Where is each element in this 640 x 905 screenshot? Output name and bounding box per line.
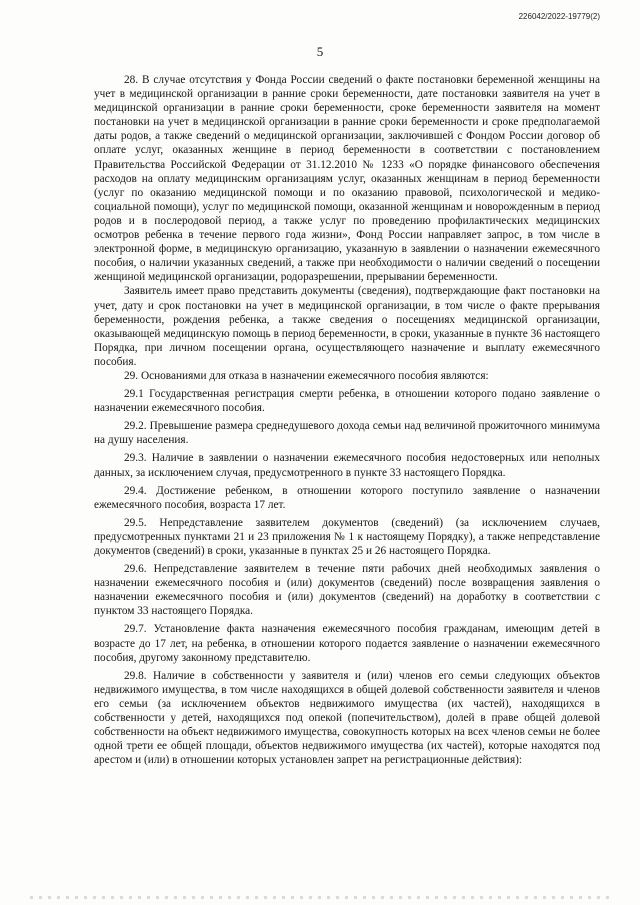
document-body — [94, 73, 600, 767]
paragraph: 29.2. Превышение размера среднедушевого дохода семьи над величиной прожиточного минимума на душу населения. — [94, 420, 600, 447]
page-number: 5 — [316, 44, 324, 59]
paragraph: 28. В случае отсутствия у Фонда России сведений о факте постановки беременной женщины на учет в медицинской организации в ранние сроки беременности, дате постановки заявителя на учет в медицинской организации в ранние сроки беременности, сроке беременности заявителя на момент постановки на учет в медицинской организации в ранние сроки беременности и сроке предполагаемой даты родов, а также сведений о медицинской организации, заключившей с Фондом России договор об оплате услуг, оказанных женщине в период беременности в соответствии с постановлением Правительства Российской Федерации от 31.12.2010 № 1233 «О порядке финансового обеспечения расходов на оплату медицинским организациям услуг, оказанных женщинам в период беременности (услуг по оказанию медицинской помощи и по оказанию правовой, психологической и медико-социальной помощи), услуг по медицинской помощи, оказанной женщинам и новорожденным в период родов и в послеродовой период, а также услуг по проведению профилактических медицинских осмотров ребенка в течение первого года жизни», Фонд России направляет запрос, в том числе в электронной форме, в медицинскую организацию, указанную в заявлении о назначении ежемесячного пособия, о наличии указанных сведений, а также при необходимости о наличии сведений о посещении женщиной медицинской организации, родоразрешении, прерывании беременности. — [94, 74, 600, 284]
paragraph: 29.1 Государственная регистрация смерти ребенка, в отношении которого подано заявление о назначении ежемесячного пособия. — [94, 388, 600, 415]
scan-artifact — [30, 896, 610, 899]
document-id: 226042/2022-19779(2) — [518, 12, 600, 21]
paragraph: Заявитель имеет право представить документы (сведения), подтверждающие факт постановки на учет, дату и срок постановки на учет в медицинской организации, в том числе о факте прерывания беременности, рождения ребенка, а также сведения о посещениях медицинской организации, оказывающей медицинскую помощь в период беременности, в сроки, указанные в пункте 36 настоящего Порядка, при личном посещении органа, осуществляющего назначение и выплату ежемесячного пособия. — [94, 285, 600, 368]
paragraph: 29.7. Установление факта назначения ежемесячного пособия гражданам, имеющим детей в возрасте до 17 лет, на ребенка, в отношении которого подается заявление о назначении ежемесячного пособия, другому законному представителю. — [94, 623, 600, 664]
paragraph: 29. Основаниями для отказа в назначении ежемесячного пособия являются: — [124, 369, 489, 382]
paragraph: 29.8. Наличие в собственности у заявителя и (или) членов его семьи следующих объектов недвижимого имущества, в том числе находящихся в общей долевой собственности заявителя и членов его семьи (за исключением объектов недвижимого имущества (их частей), находящихся в собственности у детей, находящихся под опекой (попечительством), долей в праве общей долевой собственности на объект недвижимого имущества, совокупность которых на всех членов семьи не более одной трети ее общей площади, объектов недвижимого имущества (их частей), которые находятся под арестом и (или) в отношении которых установлен запрет на регистрационные действия): — [94, 669, 600, 767]
paragraph: 29.6. Непредставление заявителем в течение пяти рабочих дней необходимых заявления о назначении ежемесячного пособия и (или) документов (сведений) после возвращения заявления о назначении ежемесячного пособия и (или) документов (сведений) на доработку в соответствии с пунктом 33 настоящего Порядка. — [94, 563, 600, 618]
paragraph: 29.4. Достижение ребенком, в отношении которого поступило заявление о назначении ежемесячного пособия, возраста 17 лет. — [94, 484, 600, 511]
paragraph: 29.3. Наличие в заявлении о назначении ежемесячного пособия недостоверных или неполных данных, за исключением случая, предусмотренного в пункте 33 настоящего Порядка. — [94, 452, 600, 479]
paragraph: 29.5. Непредставление заявителем документов (сведений) (за исключением случаев, предусмотренных пунктами 21 и 23 приложения № 1 к настоящему Порядку), а также непредставление документов (сведений) в сроки, указанные в пунктах 25 и 26 настоящего Порядка. — [94, 516, 600, 557]
